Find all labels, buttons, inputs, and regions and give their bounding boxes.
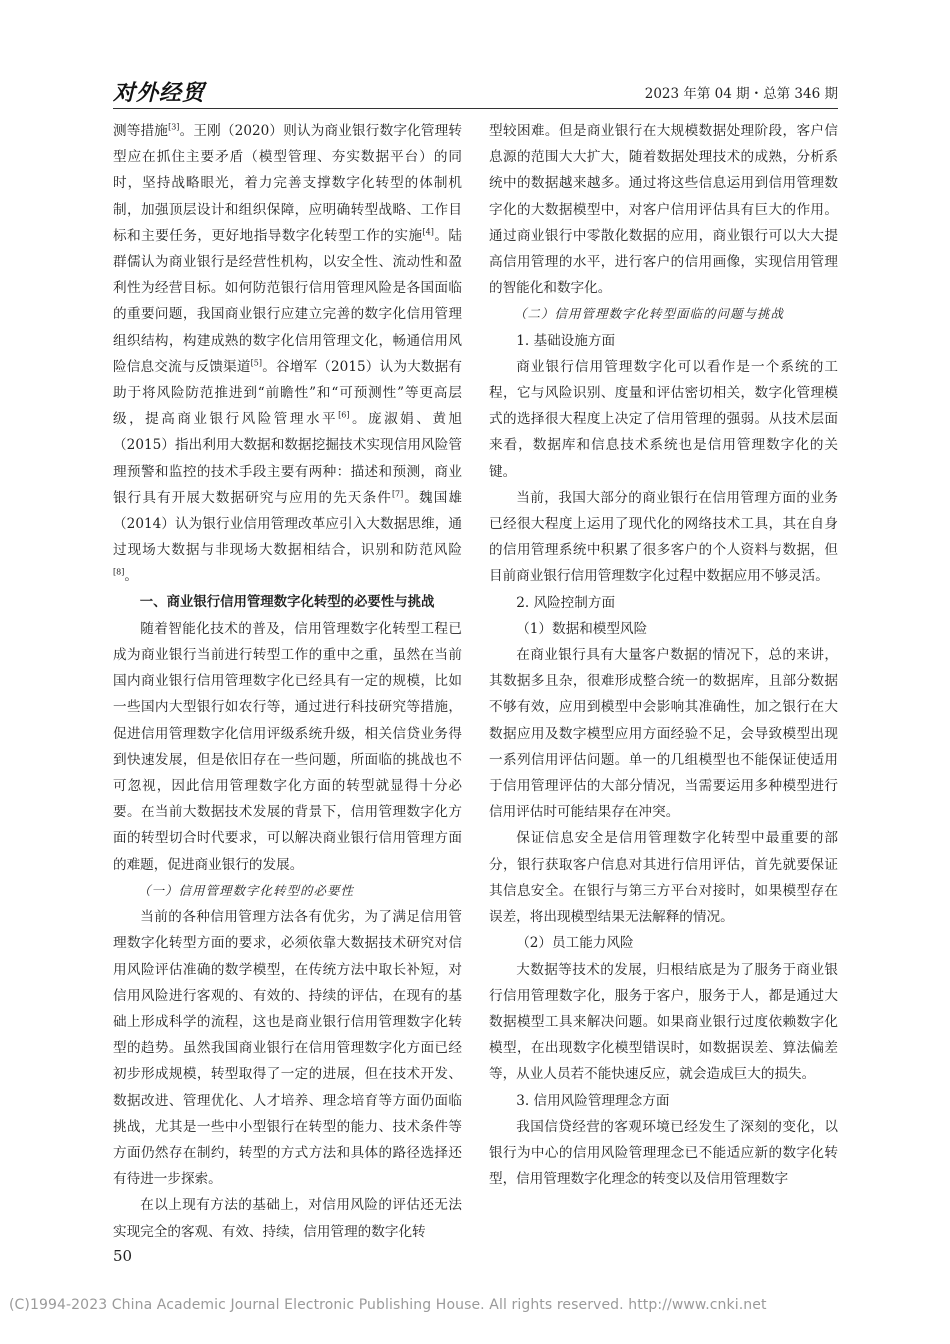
paragraph: 保证信息安全是信用管理数字化转型中最重要的部分，银行获取客户信息对其进行信用评估，首先就要保证其信息安全。在银行与第三方平台对接时，如果模型存在误差，将出现模型结果无法解释的情况。 [489, 830, 838, 926]
paragraph: 大数据等技术的发展，归根结底是为了服务于商业银行信用管理数字化，服务于客户，服务于人，都是通过大数据模型工具来解决问题。如果商业银行过度依赖数字化模型，在出现数字化模型错误时，如数据误差、算法偏差等，从业人员若不能快速反应，就会造成巨大的损失。 [489, 961, 838, 1083]
paragraph: 商业银行信用管理数字化可以看作是一个系统的工程，它与风险识别、度量和评估密切相关，数字化管理模式的选择很大程度上决定了信用管理的强弱。从技术层面来看，数据库和信息技术系统也是信用管理数字化的关键。 [489, 358, 838, 480]
paragraph: 在以上现有方法的基础上，对信用风险的评估还无法实现完全的客观、有效、持续，信用管理的数字化转 [113, 1197, 462, 1240]
paragraph: 当前，我国大部分的商业银行在信用管理方面的业务已经很大程度上运用了现代化的网络技术工具，其在自身的信用管理系统中积累了很多客户的个人资料与数据，但目前商业银行信用管理数字化过程中数据应用不够灵活。 [489, 489, 838, 585]
reference-mark: [7] [391, 489, 404, 499]
page-number: 50 [113, 1247, 133, 1265]
sub-heading: （1）数据和模型风险 [516, 620, 648, 637]
paragraph: 随着智能化技术的普及，信用管理数字化转型工程已成为商业银行当前进行转型工作的重中之重，虽然在当前国内商业银行信用管理数字化已经具有一定的规模，比如一些国内大型银行如农行等，通过进行科技研究等措施，促进信用管理数字化信用评级系统升级，相关信贷业务得到快速发展，但是依旧存在一些问题，所面临的挑战也不可忽视，因此信用管理数字化方面的转型就显得十分必要。在当前大数据技术发展的背景下，信用管理数字化方面的转型切合时代要求，可以解决商业银行信用管理方面的难题，促进商业银行的发展。 [113, 620, 462, 873]
paragraph: 在商业银行具有大量客户数据的情况下，总的来讲，其数据多且杂，很难形成整合统一的数据库，且部分数据不够有效，应用到模型中会影响其准确性，加之银行在大数据应用及数字模型应用方面经验不足，会导致模型出现一系列信用评估问题。单一的几组模型也不能保证使适用于信用管理评估的大部分情况，当需要运用多种模型进行信用评估时可能结果存在冲突。 [489, 647, 838, 821]
sub-heading: 1. 基础设施方面 [516, 332, 616, 349]
paragraph: 我国信贷经营的客观环境已经发生了深刻的变化，以银行为中心的信用风险管理理念已不能适应新的数字化转型，信用管理数字化理念的转变以及信用管理数字 [489, 1118, 838, 1188]
reference-mark: [6] [338, 410, 350, 420]
issue-info: 2023 年第 04 期・总第 346 期 [644, 86, 838, 102]
header-rule [113, 108, 838, 109]
reference-mark: [8] [113, 567, 125, 577]
paragraph: 型较困难。但是商业银行在大规模数据处理阶段，客户信息源的范围大大扩大，随着数据处理技术的成熟，分析系统中的数据越来越多。通过将这些信息运用到信用管理数字化的大数据模型中，对客户信用评估具有巨大的作用。通过商业银行中零散化数据的应用，商业银行可以大大提高信用管理的水平，进行客户的信用画像，实现信用管理的智能化和数字化。 [489, 123, 838, 297]
left-column [113, 118, 462, 1245]
subsection-heading: （一）信用管理数字化转型的必要性 [138, 882, 355, 898]
sub-heading: 2. 风险控制方面 [516, 594, 616, 611]
journal-logo: 对外经贸 [113, 80, 206, 106]
reference-mark: [3] [168, 122, 180, 132]
sub-heading: 3. 信用风险管理理念方面 [516, 1092, 670, 1109]
page-header [113, 76, 838, 110]
reference-mark: [4] [422, 227, 434, 237]
copyright-footer: (C)1994-2023 China Academic Journal Electronic Publishing House. All rights reserved. http://www.cnki.net [9, 1297, 767, 1313]
right-column [489, 118, 838, 1192]
reference-mark: [5] [250, 358, 263, 368]
paragraph: 测等措施[3]。王刚（2020）则认为商业银行数字化管理转型应在抓住主要矛盾（模型管理、夯实数据平台）的同时，坚持战略眼光，着力完善支撑数字化转型的体制机制，加强顶层设计和组织保障，应明确转型战略、工作目标和主要任务，更好地指导数字化转型工作的实施[4]。陆群儒认为商业银行是经营性机构，以安全性、流动性和盈利性为经营目标。如何防范银行信用管理风险是各国面临的重要问题，我国商业银行应建立完善的数字化信用管理组织结构，构建成熟的数字化信用管理文化，畅通信用风险信息交流与反馈渠道[5]。谷增军（2015）认为大数据有助于将风险防范推进到“前瞻性”和“可预测性”等更高层级，提高商业银行风险管理水平[6]。庞淑娟、黄旭（2015）指出利用大数据和数据挖掘技术实现信用风险管理预警和监控的技术手段主要有两种：描述和预测，商业银行具有开展大数据研究与应用的先天条件[7]。魏国雄（2014）认为银行业信用管理改革应引入大数据思维，通过现场大数据与非现场大数据相结合，识别和防范风险[8]。 [113, 122, 463, 585]
section-heading: 一、商业银行信用管理数字化转型的必要性与挑战 [139, 594, 435, 610]
paragraph: 当前的各种信用管理方法各有优劣，为了满足信用管理数字化转型方面的要求，必须依靠大数据技术研究对信用风险评估准确的数学模型，在传统方法中取长补短，对信用风险进行客观的、有效的、持续的评估，在现有的基础上形成科学的流程，这也是商业银行信用管理数字化转型的趋势。虽然我国商业银行在信用管理数字化方面已经初步形成规模，转型取得了一定的进展，但在技术开发、数据改进、管理优化、人才培养、理念培育等方面仍面临挑战，尤其是一些中小型银行在转型的能力、技术条件等方面仍然存在制约，转型的方式方法和具体的路径选择还有待进一步探索。 [113, 909, 462, 1188]
sub-heading: （2）员工能力风险 [516, 935, 634, 952]
subsection-heading: （二）信用管理数字化转型面临的问题与挑战 [514, 306, 785, 322]
